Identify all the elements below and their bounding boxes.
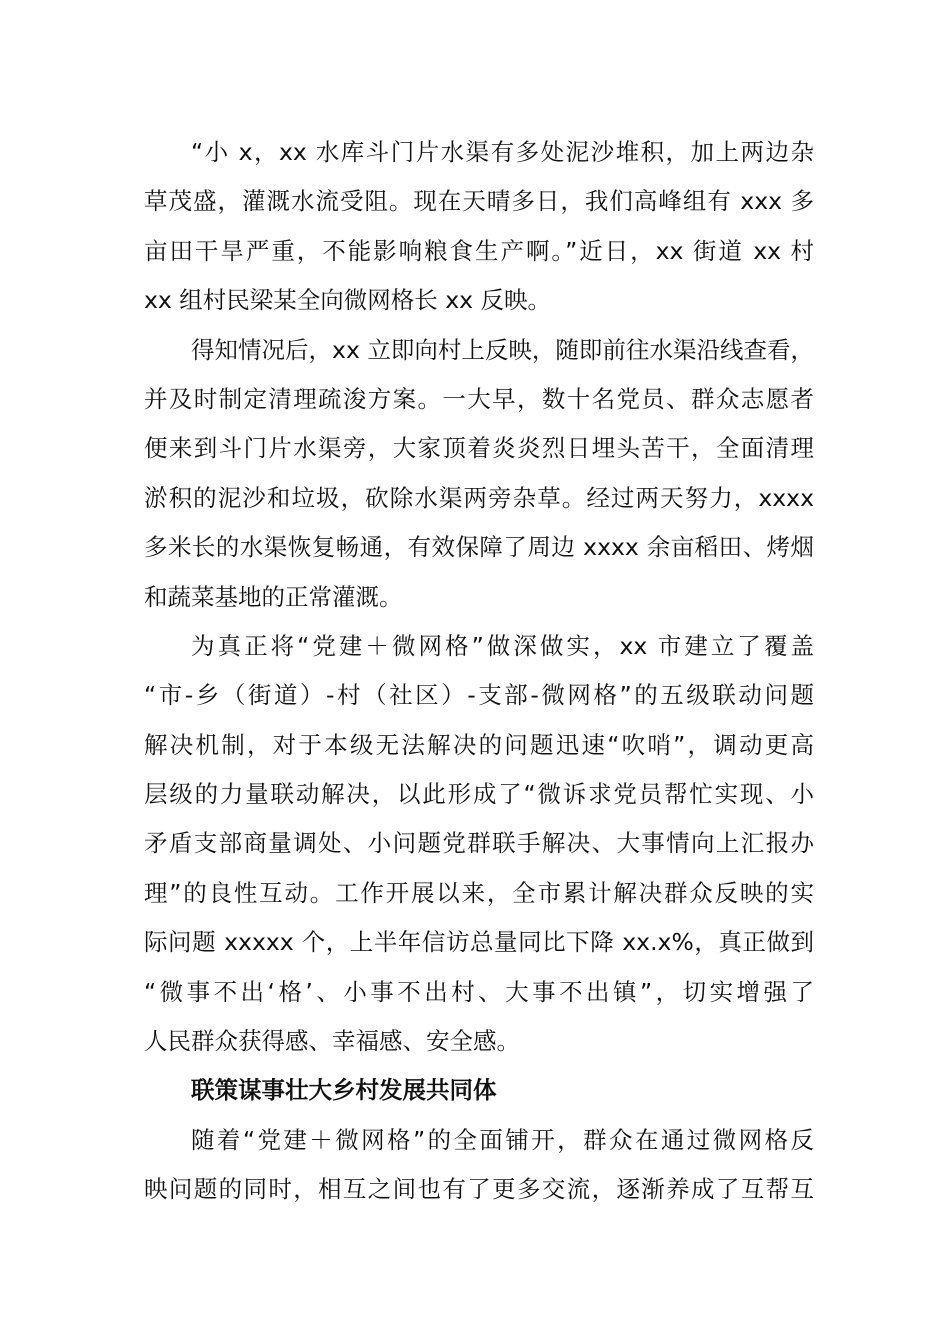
- text-line: 映问题的同时，相互之间也有了更多交流，逐渐养成了互帮互: [144, 1175, 814, 1204]
- text-line: 人民群众获得感、幸福感、安全感。: [144, 1027, 520, 1056]
- text-line: 矛盾支部商量调处、小问题党群联手解决、大事情向上汇报办: [144, 829, 814, 858]
- text-line: “小 x，xx 水库斗门片水渠有多处泥沙堆积，加上两边杂: [191, 138, 814, 166]
- text-line: 层级的力量联动解决，以此形成了“微诉求党员帮忙实现、小: [144, 780, 814, 809]
- text-line: 为真正将“党建＋微网格”做深做实，xx 市建立了覆盖: [191, 631, 814, 660]
- text-line: 得知情况后，xx 立即向村上反映，随即前往水渠沿线查看，: [191, 335, 814, 364]
- text-line: 和蔬菜基地的正常灌溉。: [144, 582, 403, 611]
- text-line: 并及时制定清理疏浚方案。一大早，数十名党员、群众志愿者: [144, 384, 814, 413]
- text-line: 草茂盛，灌溉水流受阻。现在天晴多日，我们高峰组有 xxx 多: [144, 187, 814, 216]
- text-line: 解决机制，对于本级无法解决的问题迅速“吹哨”，调动更高: [144, 730, 814, 759]
- text-line: “市-乡（街道）-村（社区）-支部-微网格”的五级联动问题: [144, 681, 814, 710]
- text-line: 随着“党建＋微网格”的全面铺开，群众在通过微网格反: [191, 1125, 814, 1154]
- paragraph: [144, 128, 814, 326]
- text-line: 多米长的水渠恢复畅通，有效保障了周边 xxxx 余亩稻田、烤烟: [144, 533, 814, 562]
- text-line: 际问题 xxxxx 个，上半年信访总量同比下降 xx.x%，真正做到: [144, 928, 814, 957]
- text-line: 亩田干旱严重，不能影响粮食生产啊。”近日，xx 街道 xx 村: [144, 236, 814, 265]
- paragraph: [144, 1116, 814, 1215]
- text-line: xx 组村民梁某全向微网格长 xx 反映。: [144, 286, 552, 315]
- text-line: 理”的良性互动。工作开展以来，全市累计解决群众反映的实: [144, 878, 814, 907]
- text-line: 便来到斗门片水渠旁，大家顶着炎炎烈日埋头苦干，全面清理: [144, 434, 814, 463]
- paragraph: [144, 326, 814, 622]
- text-line: 淤积的泥沙和垃圾，砍除水渠两旁杂草。经过两天努力，xxxx: [144, 483, 814, 512]
- paragraph: [144, 622, 814, 1067]
- document-page: [144, 128, 814, 1215]
- section-heading: 联策谋事壮大乡村发展共同体: [191, 1076, 497, 1105]
- text-line: “微事不出‘格’、小事不出村、大事不出镇”，切实增强了: [144, 977, 814, 1006]
